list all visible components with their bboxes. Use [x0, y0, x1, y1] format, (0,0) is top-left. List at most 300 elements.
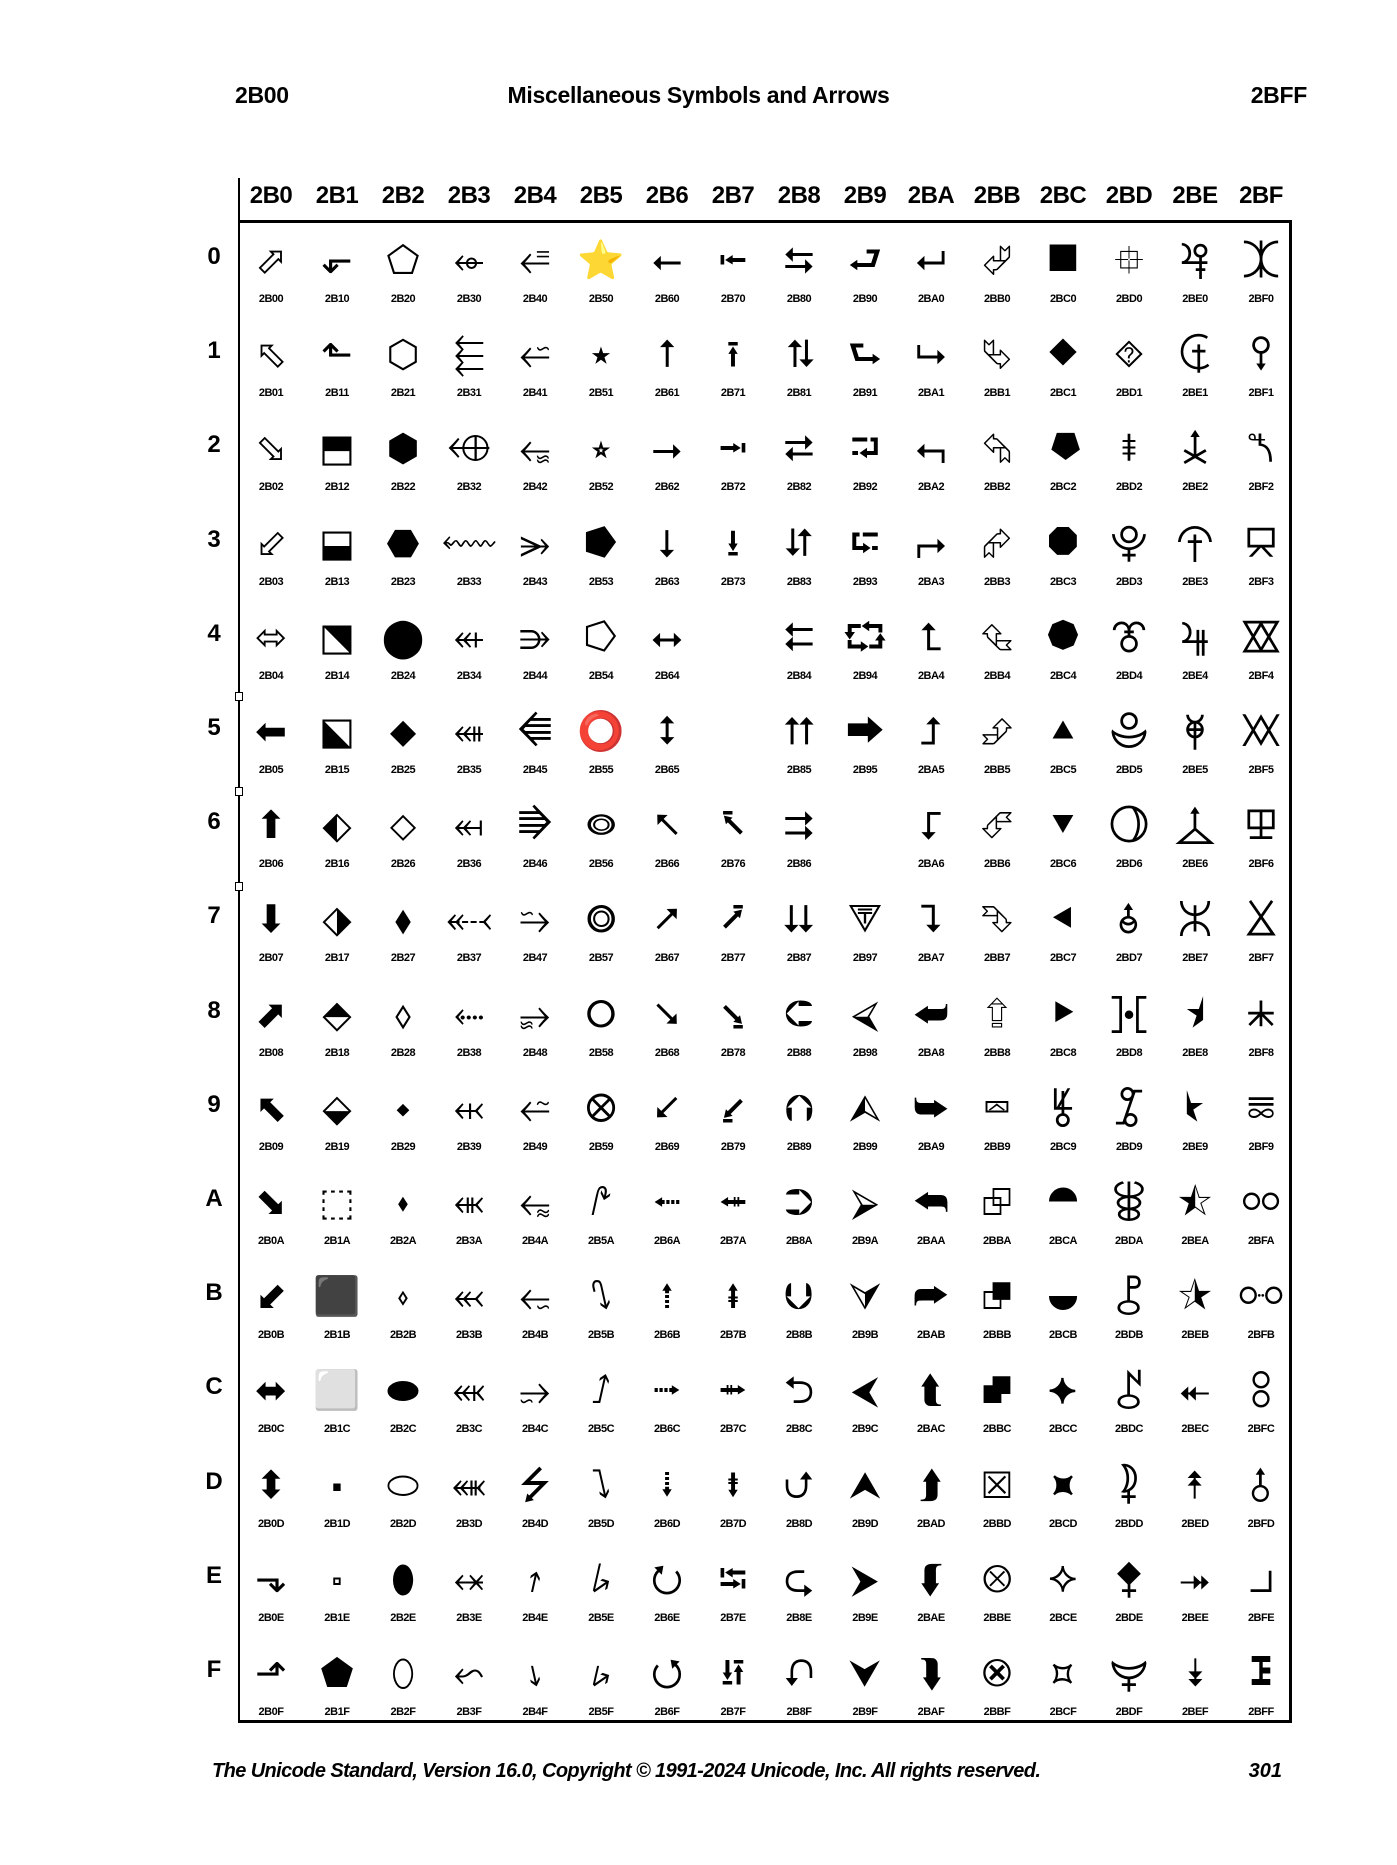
chart-cell — [568, 411, 634, 505]
chart-cell — [304, 1542, 370, 1636]
chart-cell — [1030, 223, 1096, 317]
chart-cell — [964, 1165, 1030, 1259]
code-point-label: 2B11 — [325, 387, 349, 400]
column-header: 2BC — [1039, 182, 1087, 209]
glyph-2b8a: ⮊ — [784, 1180, 814, 1224]
chart-cell — [898, 223, 964, 317]
glyph-2bf6: ⯶ — [1245, 803, 1277, 848]
glyph-2bd1: ⯑ — [1113, 332, 1145, 377]
glyph-2b93: ⮓ — [850, 520, 880, 565]
chart-cell — [1030, 600, 1096, 694]
code-point-label: 2B4E — [522, 1611, 548, 1624]
code-point-label: 2B92 — [852, 481, 878, 494]
code-point-label: 2B4A — [521, 1235, 549, 1247]
glyph-2b7d: ⭽ — [726, 1462, 740, 1507]
code-point-label: 2B55 — [588, 764, 614, 776]
glyph-2bdf: ⯟ — [1110, 1651, 1148, 1695]
chart-cell — [238, 694, 304, 788]
code-point-label: 2B76 — [720, 858, 746, 871]
row-label: A — [205, 1185, 223, 1212]
glyph-2bee: ⯮ — [1179, 1556, 1211, 1601]
glyph-2bef: ⯯ — [1183, 1651, 1207, 1695]
chart-cell — [700, 977, 766, 1071]
chart-cell — [964, 317, 1030, 411]
row-label: 7 — [207, 902, 221, 930]
glyph-2b7e: ⭾ — [718, 1556, 748, 1601]
glyph-2b83: ⮃ — [783, 520, 815, 565]
code-point-label: 2B50 — [588, 293, 614, 305]
code-point-label: 2B6D — [653, 1517, 681, 1530]
chart-cell — [832, 694, 898, 788]
code-point-label: 2BD0 — [1115, 293, 1143, 305]
chart-cell — [502, 1542, 568, 1636]
code-point-label: 2B0E — [258, 1611, 284, 1624]
glyph-2b2d: ⬭ — [386, 1462, 420, 1507]
chart-cell — [1228, 1636, 1294, 1730]
code-point-label: 2B5A — [587, 1235, 615, 1247]
code-point-label: 2B31 — [456, 387, 482, 400]
code-point-label: 2BE0 — [1182, 293, 1208, 305]
glyph-2b38: ⬸ — [453, 991, 485, 1036]
code-point-label: 2BA8 — [917, 1046, 945, 1059]
chart-cell — [634, 600, 700, 694]
glyph-2b37: ⬷ — [446, 897, 492, 942]
chart-cell — [1096, 506, 1162, 600]
glyph-2b9c: ⮜ — [851, 1368, 879, 1413]
chart-cell — [766, 694, 832, 788]
glyph-2bc0: ⯀ — [1047, 238, 1079, 282]
glyph-2bf8: ⯸ — [1246, 991, 1276, 1036]
code-point-label: 2BF5 — [1248, 764, 1274, 776]
chart-cell — [1228, 1542, 1294, 1636]
code-point-label: 2BB4 — [983, 669, 1011, 682]
chart-cell — [700, 1165, 766, 1259]
chart-cell — [502, 1448, 568, 1542]
code-point-label: 2BDB — [1115, 1329, 1143, 1342]
code-point-label: 2B9E — [852, 1611, 878, 1624]
code-point-label: 2BB7 — [983, 952, 1011, 965]
code-point-label: 2B65 — [654, 764, 680, 776]
code-point-label: 2B4F — [522, 1706, 548, 1718]
chart-cell — [700, 1353, 766, 1447]
glyph-2b1d: ⬝ — [331, 1462, 343, 1507]
glyph-2b9e: ⮞ — [851, 1556, 879, 1601]
glyph-2b24: ⬤ — [381, 614, 425, 659]
glyph-2bd8: ⯘ — [1109, 991, 1149, 1036]
chart-cell — [1162, 1542, 1228, 1636]
chart-cell — [832, 977, 898, 1071]
code-point-label: 2BF3 — [1248, 575, 1274, 588]
chart-cell — [370, 882, 436, 976]
code-point-label: 2BF1 — [1248, 387, 1274, 400]
code-point-label: 2B2E — [390, 1611, 416, 1624]
glyph-2b48: ⭈ — [519, 991, 551, 1036]
page-title: Miscellaneous Symbols and Arrows — [507, 82, 890, 108]
row-label: F — [206, 1656, 222, 1683]
chart-cell — [436, 1259, 502, 1353]
chart-cell — [1162, 1071, 1228, 1165]
glyph-2bb0: ⮰ — [981, 238, 1013, 282]
code-point-label: 2B16 — [324, 858, 350, 871]
code-point-label: 2B8F — [786, 1706, 812, 1718]
glyph-2bed: ⯭ — [1183, 1462, 1207, 1507]
chart-cell — [1030, 1636, 1096, 1730]
row-label: B — [205, 1279, 223, 1307]
chart-cell — [1096, 1071, 1162, 1165]
chart-cell — [1096, 1353, 1162, 1447]
code-point-label: 2B9B — [851, 1329, 879, 1342]
glyph-2bf0: ⯰ — [1241, 238, 1281, 282]
glyph-2b4a: ⭊ — [519, 1180, 551, 1224]
chart-cell — [502, 977, 568, 1071]
chart-cell — [766, 223, 832, 317]
code-point-label: 2BB6 — [983, 858, 1011, 871]
chart-cell — [370, 1636, 436, 1730]
glyph-2bb5: ⮵ — [981, 709, 1013, 753]
glyph-2bc7: ⯇ — [1047, 897, 1079, 942]
code-point-label: 2BA1 — [917, 387, 945, 400]
chart-cell — [568, 1448, 634, 1542]
code-point-label: 2BF4 — [1248, 669, 1274, 682]
glyph-2b32: ⬲ — [448, 426, 490, 471]
chart-cell — [304, 1259, 370, 1353]
chart-cell — [1030, 788, 1096, 882]
glyph-2b6a: ⭪ — [652, 1180, 682, 1224]
glyph-2bec: ⯬ — [1179, 1368, 1211, 1413]
chart-cell — [238, 1353, 304, 1447]
chart-cell — [898, 506, 964, 600]
chart-cell — [1030, 1542, 1096, 1636]
glyph-2bb7: ⮷ — [981, 897, 1013, 942]
chart-cell — [1162, 1353, 1228, 1447]
chart-cell — [502, 1636, 568, 1730]
code-point-label: 2BFB — [1247, 1329, 1275, 1342]
code-point-label: 2B45 — [522, 764, 548, 776]
code-point-label: 2B3F — [456, 1706, 482, 1718]
glyph-2bd0: ⯐ — [1114, 238, 1144, 282]
chart-cell — [1096, 317, 1162, 411]
glyph-2bea: ⯪ — [1177, 1180, 1213, 1224]
column-header: 2B5 — [579, 182, 623, 209]
glyph-2b54: ⭔ — [584, 614, 618, 659]
chart-cell — [766, 788, 832, 882]
header-range-end: 2BFF — [1250, 82, 1307, 108]
column-header: 2BB — [973, 182, 1021, 209]
code-point-label: 2B7D — [719, 1517, 747, 1530]
footer-copyright: The Unicode Standard, Version 16.0, Copyright © 1991-2024 Unicode, Inc. All rights reserved. — [212, 1760, 1041, 1782]
code-point-label: 2B99 — [852, 1140, 878, 1153]
chart-cell — [304, 1448, 370, 1542]
row-label: 8 — [207, 996, 221, 1024]
glyph-2bad: ⮭ — [919, 1462, 943, 1507]
glyph-2b94: ⮔ — [842, 614, 888, 659]
chart-cell — [436, 788, 502, 882]
chart-cell — [1228, 223, 1294, 317]
glyph-2b4f: ⭏ — [528, 1651, 542, 1695]
glyph-2be4: ⯤ — [1180, 614, 1210, 659]
glyph-2b63: ⭣ — [658, 520, 676, 565]
glyph-2bda: ⯚ — [1112, 1180, 1146, 1224]
chart-cell — [634, 694, 700, 788]
code-point-label: 2B27 — [390, 952, 416, 965]
glyph-2ba9: ⮩ — [913, 1085, 949, 1130]
code-point-label: 2BA2 — [917, 481, 945, 494]
glyph-2b79: ⭹ — [721, 1085, 745, 1130]
code-point-label: 2B5C — [587, 1423, 615, 1436]
code-point-label: 2B38 — [456, 1046, 482, 1059]
glyph-2b5c: ⭜ — [591, 1368, 611, 1413]
glyph-2bd6: ⯖ — [1108, 803, 1150, 848]
glyph-2bdb: ⯛ — [1115, 1274, 1143, 1319]
code-point-label: 2B1D — [323, 1517, 351, 1530]
code-point-label: 2B05 — [258, 764, 284, 776]
code-point-label: 2B89 — [786, 1140, 812, 1153]
code-point-label: 2BEF — [1181, 1706, 1209, 1718]
glyph-2be5: ⯥ — [1184, 709, 1206, 753]
code-point-label: 2B6C — [653, 1423, 681, 1436]
glyph-2ba1: ⮡ — [915, 332, 947, 377]
chart-cell — [304, 882, 370, 976]
glyph-2bc1: ⯁ — [1047, 332, 1079, 377]
glyph-2b7c: ⭼ — [718, 1368, 748, 1413]
code-point-label: 2BBB — [983, 1329, 1011, 1342]
glyph-2b76: ⭶ — [721, 803, 745, 848]
glyph-2b3e: ⬾ — [453, 1556, 485, 1601]
chart-cell — [1162, 317, 1228, 411]
glyph-2b36: ⬶ — [453, 803, 485, 848]
code-point-label: 2B2A — [389, 1235, 417, 1247]
code-point-label: 2B7A — [719, 1235, 747, 1247]
glyph-2b91: ⮑ — [847, 332, 883, 377]
chart-cell — [832, 1165, 898, 1259]
chart-cell — [766, 977, 832, 1071]
chart-cell — [832, 1448, 898, 1542]
code-point-label: 2BEB — [1181, 1329, 1209, 1342]
glyph-2b88: ⮈ — [784, 991, 814, 1036]
chart-cell — [898, 1353, 964, 1447]
code-point-label: 2B2B — [389, 1329, 417, 1342]
code-point-label: 2B9C — [851, 1423, 879, 1436]
glyph-2b0a: ⬊ — [255, 1180, 287, 1224]
chart-cell — [898, 1542, 964, 1636]
chart-cell — [964, 882, 1030, 976]
glyph-2b95: ⮕ — [845, 709, 884, 753]
chart-cell — [502, 1071, 568, 1165]
code-point-label: 2B22 — [390, 481, 416, 494]
column-header: 2BA — [907, 182, 955, 209]
chart-cell — [1162, 506, 1228, 600]
code-point-label: 2B72 — [720, 481, 746, 494]
chart-cell — [370, 1259, 436, 1353]
glyph-2b21: ⬡ — [386, 332, 420, 377]
code-point-label: 2B47 — [522, 952, 548, 965]
glyph-2bd4: ⯔ — [1110, 614, 1148, 659]
column-header: 2BD — [1105, 182, 1153, 209]
code-point-label: 2B7E — [720, 1611, 746, 1624]
glyph-2bce: ⯎ — [1049, 1556, 1077, 1601]
chart-cell — [898, 1165, 964, 1259]
chart-cell — [1030, 977, 1096, 1071]
glyph-2bbd: ⮽ — [981, 1462, 1013, 1507]
chart-cell — [304, 600, 370, 694]
chart-cell — [238, 788, 304, 882]
chart-cell — [634, 223, 700, 317]
glyph-2b26: ⬦ — [389, 803, 417, 848]
chart-cell — [766, 1448, 832, 1542]
chart-cell — [1030, 1353, 1096, 1447]
glyph-2b35: ⬵ — [453, 709, 485, 753]
code-point-label: 2BBE — [983, 1611, 1011, 1624]
glyph-2b1e: ⬞ — [331, 1556, 343, 1601]
code-point-label: 2BAD — [917, 1517, 945, 1530]
glyph-2bb6: ⮶ — [981, 803, 1013, 848]
code-point-label: 2B0F — [258, 1706, 284, 1718]
code-point-label: 2B40 — [522, 293, 548, 305]
chart-cell — [238, 1636, 304, 1730]
code-point-label: 2B32 — [456, 481, 482, 494]
code-point-label: 2B64 — [654, 669, 680, 682]
glyph-2b3c: ⬼ — [452, 1368, 486, 1413]
code-point-label: 2BC9 — [1049, 1140, 1077, 1153]
code-point-label: 2B60 — [654, 293, 680, 305]
glyph-2b5f: ⭟ — [591, 1651, 611, 1695]
code-point-label: 2B19 — [324, 1140, 350, 1153]
code-point-label: 2B1E — [324, 1611, 350, 1624]
glyph-2bba: ⮺ — [981, 1180, 1013, 1224]
glyph-2b6f: ⭯ — [651, 1651, 683, 1695]
chart-cell — [832, 1542, 898, 1636]
code-point-label: 2B17 — [324, 952, 350, 965]
chart-cell — [304, 788, 370, 882]
code-point-label: 2B49 — [522, 1140, 548, 1153]
row-label: 2 — [207, 431, 221, 459]
glyph-2b06: ⬆ — [255, 803, 287, 848]
chart-cell — [568, 788, 634, 882]
glyph-2b4c: ⭌ — [519, 1368, 551, 1413]
chart-cell — [1228, 882, 1294, 976]
row-label: 0 — [207, 243, 221, 270]
glyph-2b5b: ⭛ — [590, 1274, 612, 1319]
code-point-label: 2BEC — [1181, 1423, 1209, 1436]
chart-cell — [502, 600, 568, 694]
glyph-2b99: ⮙ — [848, 1085, 882, 1130]
chart-cell — [1162, 1259, 1228, 1353]
code-point-label: 2B26 — [390, 858, 416, 871]
code-chart — [205, 178, 1291, 1723]
chart-cell — [634, 977, 700, 1071]
chart-cell — [700, 223, 766, 317]
glyph-2b70: ⭰ — [718, 238, 748, 282]
glyph-2b23: ⬣ — [386, 520, 420, 565]
row-label: 3 — [207, 525, 221, 553]
glyph-2b19: ⬙ — [322, 1085, 352, 1130]
chart-cell — [700, 1071, 766, 1165]
glyph-2bc9: ⯉ — [1051, 1085, 1074, 1130]
code-point-label: 2B66 — [654, 858, 680, 871]
code-point-label: 2BB3 — [983, 575, 1011, 588]
column-header: 2B4 — [513, 182, 557, 209]
chart-cell — [964, 788, 1030, 882]
glyph-2b09: ⬉ — [255, 1085, 287, 1130]
code-point-label: 2BDA — [1115, 1235, 1143, 1247]
code-point-label: 2BFA — [1247, 1235, 1275, 1247]
chart-cell — [370, 600, 436, 694]
glyph-2b8b: ⮋ — [784, 1274, 814, 1319]
row-label: C — [205, 1373, 223, 1401]
chart-cell — [832, 1071, 898, 1165]
chart-cell — [502, 1259, 568, 1353]
chart-cell — [304, 1165, 370, 1259]
glyph-2bb3: ⮳ — [981, 520, 1013, 565]
chart-cell — [568, 1071, 634, 1165]
glyph-2ba5: ⮥ — [919, 709, 943, 753]
glyph-2b46: ⭆ — [517, 803, 553, 848]
glyph-2b07: ⬇ — [255, 897, 287, 942]
chart-cell — [766, 1165, 832, 1259]
chart-cell — [898, 317, 964, 411]
chart-cell — [436, 1636, 502, 1730]
code-point-label: 2BE4 — [1182, 669, 1208, 682]
chart-cell — [238, 1448, 304, 1542]
chart-cell — [964, 1542, 1030, 1636]
code-point-label: 2B1B — [323, 1329, 351, 1342]
glyph-2b3b: ⬻ — [453, 1274, 485, 1319]
code-point-label: 2B8D — [785, 1517, 813, 1530]
chart-cell — [964, 1353, 1030, 1447]
code-point-label: 2BCE — [1049, 1611, 1077, 1624]
glyph-2b02: ⬂ — [255, 426, 287, 471]
glyph-2b22: ⬢ — [386, 426, 420, 471]
chart-cell — [568, 1353, 634, 1447]
glyph-2b7a: ⭺ — [718, 1180, 748, 1224]
glyph-2b4d: ⭍ — [519, 1462, 551, 1507]
glyph-2bcc: ⯌ — [1048, 1368, 1078, 1413]
glyph-2b17: ⬗ — [322, 897, 352, 942]
chart-cell — [634, 1542, 700, 1636]
glyph-2bf1: ⯱ — [1250, 332, 1272, 377]
glyph-2bd9: ⯙ — [1114, 1085, 1144, 1130]
code-point-label: 2BA0 — [917, 293, 945, 305]
code-point-label: 2B12 — [324, 481, 350, 494]
code-point-label: 2BC8 — [1049, 1046, 1077, 1059]
chart-cell — [832, 882, 898, 976]
code-point-label: 2B1F — [324, 1706, 350, 1718]
code-point-label: 2BA9 — [917, 1140, 945, 1153]
glyph-2b49: ⭉ — [519, 1085, 551, 1130]
glyph-2b98: ⮘ — [851, 991, 879, 1036]
glyph-2b8c: ⮌ — [783, 1368, 815, 1413]
code-point-label: 2B3A — [455, 1235, 483, 1247]
glyph-2bcf: ⯏ — [1048, 1651, 1078, 1695]
chart-cell — [1162, 694, 1228, 788]
column-header: 2B0 — [249, 182, 293, 209]
glyph-2bdd: ⯝ — [1117, 1462, 1141, 1507]
code-point-label: 2B4D — [521, 1517, 549, 1530]
glyph-2b59: ⭙ — [585, 1085, 617, 1130]
chart-cell — [766, 1542, 832, 1636]
glyph-2bfe: ⯾ — [1248, 1556, 1274, 1601]
code-point-label: 2BFF — [1248, 1706, 1274, 1718]
glyph-2b14: ⬔ — [319, 614, 355, 659]
code-point-label: 2B36 — [456, 858, 482, 871]
code-point-label: 2B09 — [258, 1140, 284, 1153]
column-header: 2B2 — [381, 182, 425, 209]
chart-cell — [436, 411, 502, 505]
chart-cell — [1096, 1448, 1162, 1542]
glyph-2b53: ⭓ — [584, 520, 618, 565]
glyph-2b80: ⮀ — [783, 238, 815, 282]
code-point-label: 2B9A — [851, 1235, 879, 1247]
